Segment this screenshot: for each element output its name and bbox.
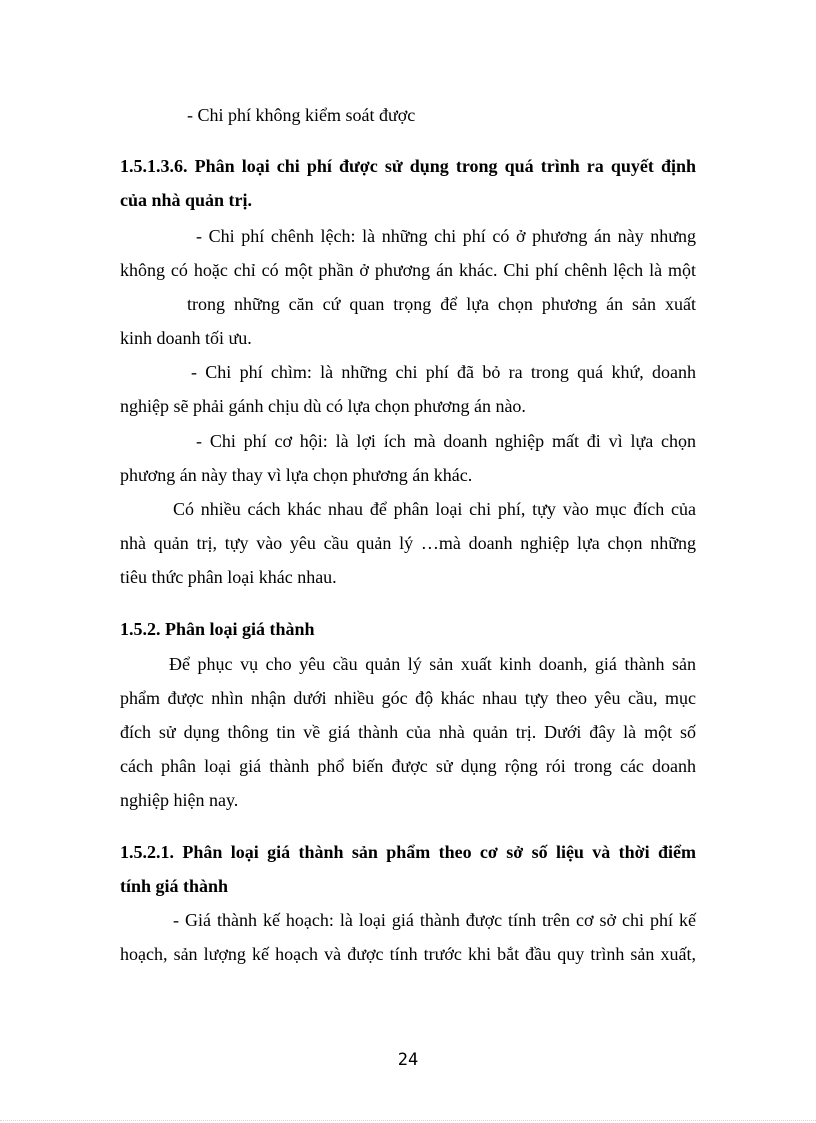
- text-line-10: - Chi phí cơ hội: là lợi ích mà doanh nghiệp mất đi vì lựa chọn: [196, 431, 696, 451]
- text-line-12: Có nhiều cách khác nhau để phân loại chi phí, tựy vào mục đích của: [173, 499, 696, 519]
- text-line-7: kinh doanh tối ưu.: [120, 328, 252, 348]
- section-heading-continuation: của nhà quản trị.: [120, 190, 253, 210]
- text-line-1: - Chi phí không kiểm soát được: [187, 105, 416, 125]
- text-line-20: nghiệp hiện nay.: [120, 790, 239, 810]
- text-line-14: tiêu thức phân loại khác nhau.: [120, 567, 337, 587]
- text-line-13: nhà quản trị, tựy vào yêu cầu quản lý …mà doanh nghiệp lựa chọn những: [120, 533, 696, 553]
- text-line-16: Để phục vụ cho yêu cầu quản lý sản xuất kinh doanh, giá thành sản: [169, 654, 696, 674]
- section-heading-continuation-2: tính giá thành: [120, 876, 229, 896]
- text-line-11: phương án này thay vì lựa chọn phương án khác.: [120, 465, 473, 485]
- text-line-17: phẩm được nhìn nhận dưới nhiều góc độ khác nhau tựy theo yêu cầu, mục: [120, 688, 696, 708]
- text-line-8: - Chi phí chìm: là những chi phí đã bỏ ra trong quá khứ, doanh: [191, 362, 696, 382]
- text-line-9: nghiệp sẽ phải gánh chịu dù có lựa chọn phương án nào.: [120, 396, 526, 416]
- text-line-5: không có hoặc chỉ có một phần ở phương án khác. Chi phí chênh lệch là một: [120, 260, 696, 280]
- text-line-6: trong những căn cứ quan trọng để lựa chọn phương án sản xuất: [187, 294, 696, 314]
- section-heading-1-5-1-3-6: 1.5.1.3.6. Phân loại chi phí được sử dụng trong quá trình ra quyết định: [120, 156, 696, 176]
- text-line-4: - Chi phí chênh lệch: là những chi phí có ở phương án này nhưng: [196, 226, 696, 246]
- text-line-24: hoạch, sản lượng kế hoạch và được tính trước khi bắt đầu quy trình sản xuất,: [120, 944, 696, 964]
- text-line-19: cách phân loại giá thành phổ biến được sử dụng rộng rói trong các doanh: [120, 756, 696, 776]
- page-bottom-border: [0, 1120, 816, 1121]
- section-heading-1-5-2: 1.5.2. Phân loại giá thành: [120, 619, 315, 639]
- text-line-23: - Giá thành kế hoạch: là loại giá thành được tính trên cơ sở chi phí kế: [173, 910, 696, 930]
- page-number: 24: [397, 1050, 419, 1070]
- section-heading-1-5-2-1: 1.5.2.1. Phân loại giá thành sản phẩm theo cơ sở số liệu và thời điểm: [120, 842, 696, 862]
- text-line-18: đích sử dụng thông tin về giá thành của nhà quản trị. Dưới đây là một số: [120, 722, 696, 742]
